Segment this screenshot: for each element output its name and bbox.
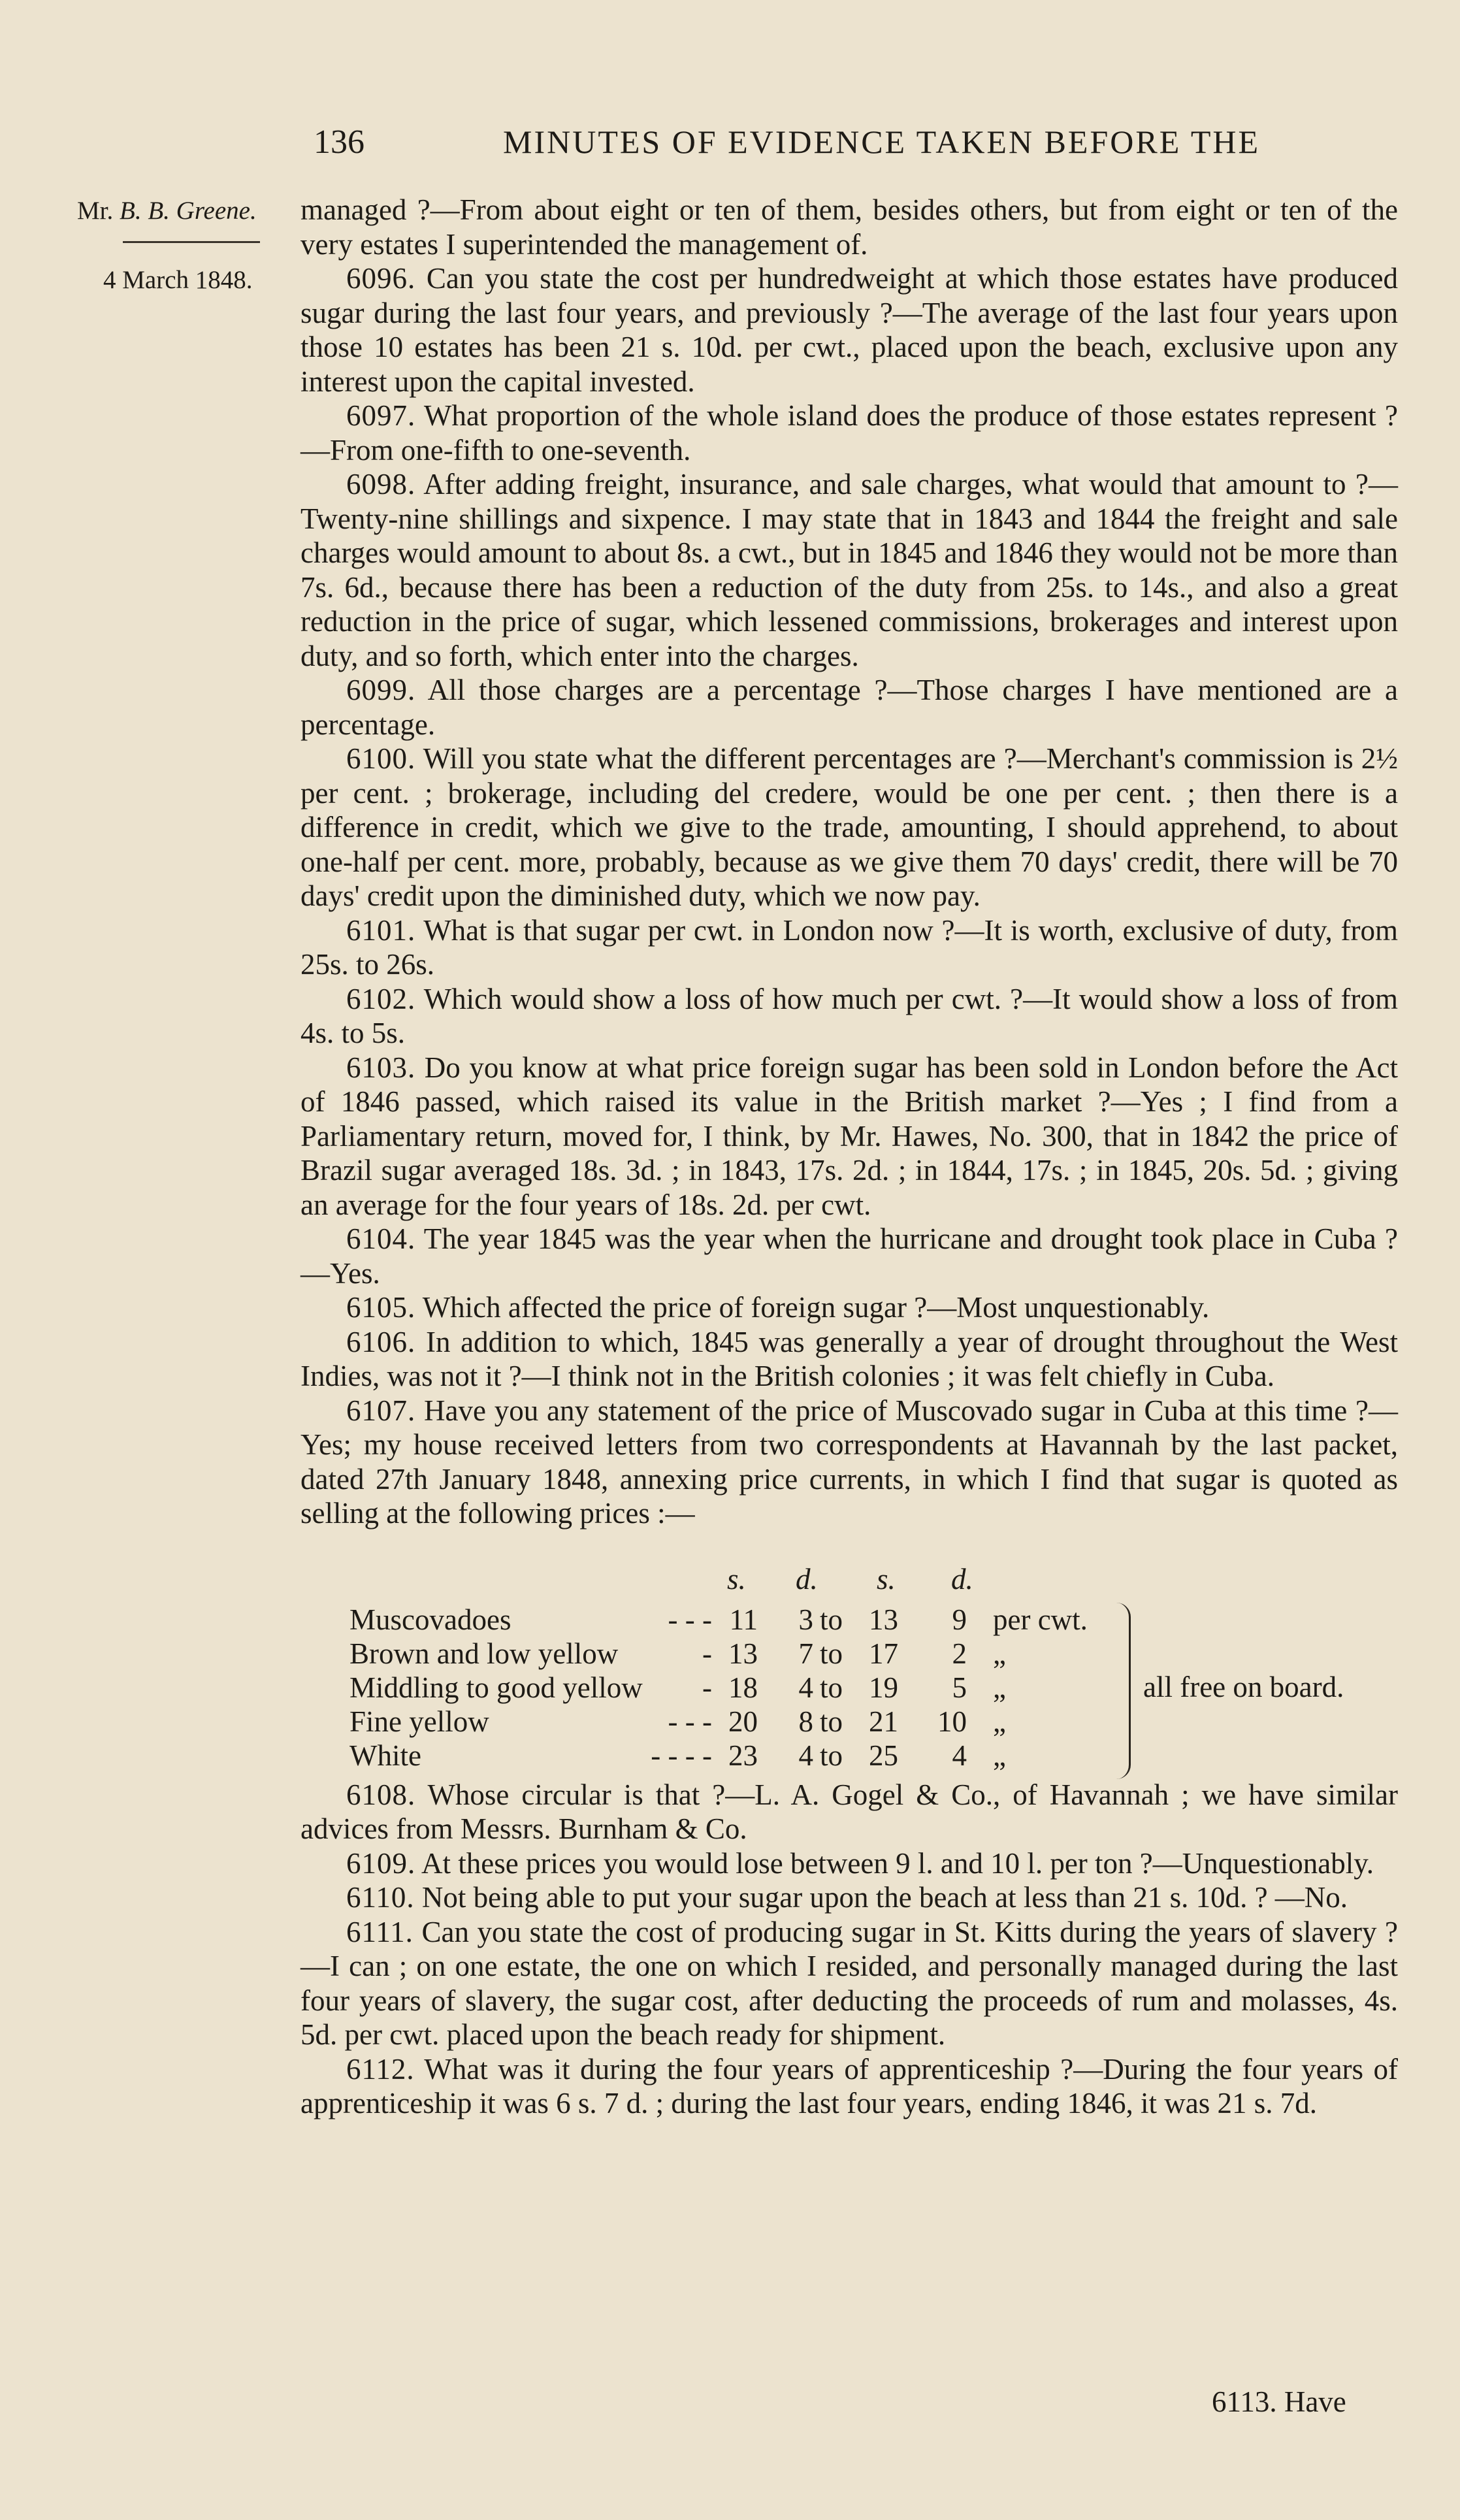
page-number: 136 — [314, 123, 365, 161]
page-header — [314, 123, 1385, 175]
question-number: 6104. — [346, 1222, 416, 1255]
pence-from: 4 — [798, 1739, 813, 1772]
to-word: to — [820, 1637, 843, 1670]
to-word: to — [820, 1603, 843, 1636]
question-number: 6099. — [346, 674, 416, 706]
pence-to: 9 — [952, 1603, 967, 1636]
paragraph-text: What was it during the four years of apprenticeship ?—During the four years of apprenticeship it was 6 s. 7 d. ; during the last four years, ending 1846, it was 21 s. 7d. — [300, 2052, 1399, 2119]
row-leader: - - - - — [651, 1739, 712, 1772]
paragraph — [300, 1394, 1398, 1531]
paragraph — [300, 2052, 1398, 2121]
row-label: Brown and low yellow — [349, 1637, 619, 1670]
paragraph-text: What is that sugar per cwt. in London now ?—It is worth, exclusive of duty, from 25s. to 26s. — [300, 913, 1398, 981]
paragraph — [300, 982, 1398, 1051]
question-number: 6098. — [346, 468, 416, 500]
question-number: 6111. — [346, 1915, 414, 1948]
paragraph — [300, 467, 1398, 673]
catchword: 6113. Have — [1212, 2385, 1346, 2418]
unit: „ — [993, 1739, 1006, 1772]
shillings-to: 25 — [869, 1739, 898, 1772]
pence-to: 4 — [952, 1739, 967, 1772]
paragraph — [300, 399, 1398, 467]
evidence-text — [300, 193, 1398, 2121]
paragraph — [300, 673, 1398, 742]
pence-to: 10 — [937, 1705, 967, 1738]
question-number: 6102. — [346, 982, 416, 1015]
row-label: Middling to good yellow — [349, 1671, 643, 1704]
witness-name — [77, 196, 293, 225]
paragraph — [300, 913, 1398, 982]
paragraph-text: Which would show a loss of how much per cwt. ?—It would show a loss of from 4s. to 5s. — [300, 982, 1399, 1049]
shillings-from: 18 — [728, 1671, 758, 1704]
pence-from: 4 — [798, 1671, 813, 1704]
margin-rule — [123, 241, 260, 243]
unit: per cwt. — [993, 1603, 1088, 1636]
row-leader: - — [702, 1671, 712, 1704]
question-number: 6106. — [346, 1325, 416, 1358]
row-leader: - — [702, 1637, 712, 1670]
price-table — [300, 1562, 1398, 1778]
to-word: to — [820, 1705, 843, 1738]
question-number: 6101. — [346, 913, 416, 947]
brace-note: all free on board. — [1143, 1670, 1344, 1703]
question-number: 6108. — [346, 1778, 416, 1811]
paragraph-text: Can you state the cost per hundredweight at which those estates have produced sugar during the last four years, and previously ?—The average of the last four years upon those 10 estates has been 21 s. 10d. per cwt., placed upon the beach, exclusive upon any interest upon the capital invested. — [300, 262, 1398, 398]
row-label: Muscovadoes — [349, 1603, 511, 1636]
paragraph-text: All those charges are a percentage ?—Those charges I have mentioned are a percentage. — [300, 674, 1398, 741]
col-head-pence: d. — [951, 1562, 973, 1595]
pence-to: 5 — [952, 1671, 967, 1704]
paragraph-text: Have you any statement of the price of Muscovado sugar in Cuba at this time ?—Yes; my house received letters from two correspondents at Havannah by the last packet, dated 27th January 1848, annexing price currents, in which I find that sugar is quoted as selling at the following prices :— — [300, 1394, 1398, 1530]
unit: „ — [993, 1637, 1006, 1670]
margin-date: 4 March 1848. — [103, 266, 253, 294]
paragraph-text: In addition to which, 1845 was generally a year of drought throughout the West Indies, was not it ?—I think not in the British colonies ; it was felt chiefly in Cuba. — [300, 1325, 1398, 1392]
paragraph-text: Which affected the price of foreign sugar ?—Most unquestionably. — [422, 1291, 1210, 1324]
paragraph — [300, 742, 1398, 913]
row-label: Fine yellow — [349, 1705, 489, 1738]
witness-initials: B. B. Greene. — [120, 197, 257, 225]
paragraph — [300, 1880, 1398, 1915]
margin-note — [77, 196, 293, 295]
unit: „ — [993, 1705, 1006, 1738]
paragraph — [300, 1915, 1398, 2052]
paragraph — [300, 193, 1398, 261]
question-number: 6103. — [346, 1051, 416, 1084]
paragraph-text: Whose circular is that ?—L. A. Gogel & Co., of Havannah ; we have similar advices from Messrs. Burnham & Co. — [300, 1778, 1398, 1845]
paragraph-text: The year 1845 was the year when the hurricane and drought took place in Cuba ?—Yes. — [300, 1222, 1398, 1290]
col-head-shillings: s. — [727, 1562, 746, 1595]
paragraph — [300, 1846, 1398, 1881]
pence-from: 8 — [798, 1705, 813, 1738]
shillings-to: 17 — [869, 1637, 898, 1670]
shillings-from: 20 — [728, 1705, 758, 1738]
pence-to: 2 — [952, 1637, 967, 1670]
question-number: 6096. — [346, 262, 416, 295]
col-head-shillings: s. — [877, 1562, 896, 1595]
to-word: to — [820, 1671, 843, 1704]
shillings-from: 23 — [728, 1739, 758, 1772]
paragraph — [300, 1222, 1398, 1290]
col-head-pence: d. — [796, 1562, 818, 1595]
paragraph-text: Not being able to put your sugar upon the beach at less than 21 s. 10d. ? —No. — [421, 1881, 1348, 1914]
paragraph-text: Will you state what the different percentages are ?—Merchant's commission is 2½ per cent. ; brokerage, including del credere, would be one per cent. ; then there is a difference in credit, which we give to the trade, amounting, I should apprehend, to about one-half per cent. more, probably, because as we give them 70 days' credit, there will be 70 days' credit upon the diminished duty, which we now pay. — [300, 742, 1398, 912]
paragraph — [300, 1290, 1398, 1325]
witness-prefix: Mr. — [77, 197, 114, 225]
paragraph-text: Do you know at what price foreign sugar has been sold in London before the Act of 1846 passed, which raised its value in the British market ?—Yes ; I find from a Parliamentary return, moved for, I think, by Mr. Hawes, No. 300, that in 1842 the price of Brazil sugar averaged 18s. 3d. ; in 1843, 17s. 2d. ; in 1844, 17s. ; in 1845, 20s. 5d. ; giving an average for the four years of 18s. 2d. per cwt. — [300, 1051, 1398, 1221]
paragraph — [300, 261, 1398, 399]
question-number: 6110. — [346, 1881, 415, 1914]
question-number: 6100. — [346, 742, 416, 775]
to-word: to — [820, 1739, 843, 1772]
shillings-from: 13 — [728, 1637, 758, 1670]
brace — [1116, 1603, 1131, 1779]
question-number: 6105. — [346, 1291, 416, 1324]
pence-from: 3 — [798, 1603, 813, 1636]
question-number: 6112. — [346, 2052, 415, 2086]
paragraph — [300, 1325, 1398, 1394]
row-leader: - - - — [668, 1705, 712, 1738]
row-label: White — [349, 1739, 421, 1772]
shillings-to: 19 — [869, 1671, 898, 1704]
paragraph — [300, 1778, 1398, 1846]
paragraph-text: What proportion of the whole island does the produce of those estates represent ?—From one-fifth to one-seventh. — [300, 399, 1399, 466]
paragraph-text: Can you state the cost of producing sugar in St. Kitts during the years of slavery ?—I can ; on one estate, the one on which I resided, and personally managed during the last four years of slavery, the sugar cost, after deducting the proceeds of rum and molasses, 4s. 5d. per cwt. placed upon the beach ready for shipment. — [300, 1915, 1399, 2051]
question-number: 6109. — [346, 1846, 416, 1880]
paragraph — [300, 1051, 1398, 1222]
paragraph-text: At these prices you would lose between 9 l. and 10 l. per ton ?—Unquestionably. — [421, 1846, 1374, 1880]
question-number: 6097. — [346, 399, 416, 432]
paragraph-text: managed ?—From about eight or ten of them, besides others, but from eight or ten of the very estates I superintended the management of. — [300, 193, 1398, 261]
question-number: 6107. — [346, 1394, 416, 1427]
shillings-from: 11 — [729, 1603, 758, 1636]
shillings-to: 21 — [869, 1705, 898, 1738]
shillings-to: 13 — [869, 1603, 898, 1636]
unit: „ — [993, 1671, 1006, 1704]
pence-from: 7 — [798, 1637, 813, 1670]
row-leader: - - - — [668, 1603, 712, 1636]
running-head: MINUTES OF EVIDENCE TAKEN BEFORE THE — [503, 123, 1261, 160]
paragraph-text: After adding freight, insurance, and sale charges, what would that amount to ?—Twenty-nine shillings and sixpence. I may state that in 1843 and 1844 the freight and sale charges would amount to about 8s. a cwt., but in 1845 and 1846 they would not be more than 7s. 6d., because there has been a reduction of the duty from 25s. to 14s., and also a great reduction in the price of sugar, which lessened commissions, brokerages and interest upon duty, and so forth, which enter into the charges. — [300, 468, 1398, 672]
